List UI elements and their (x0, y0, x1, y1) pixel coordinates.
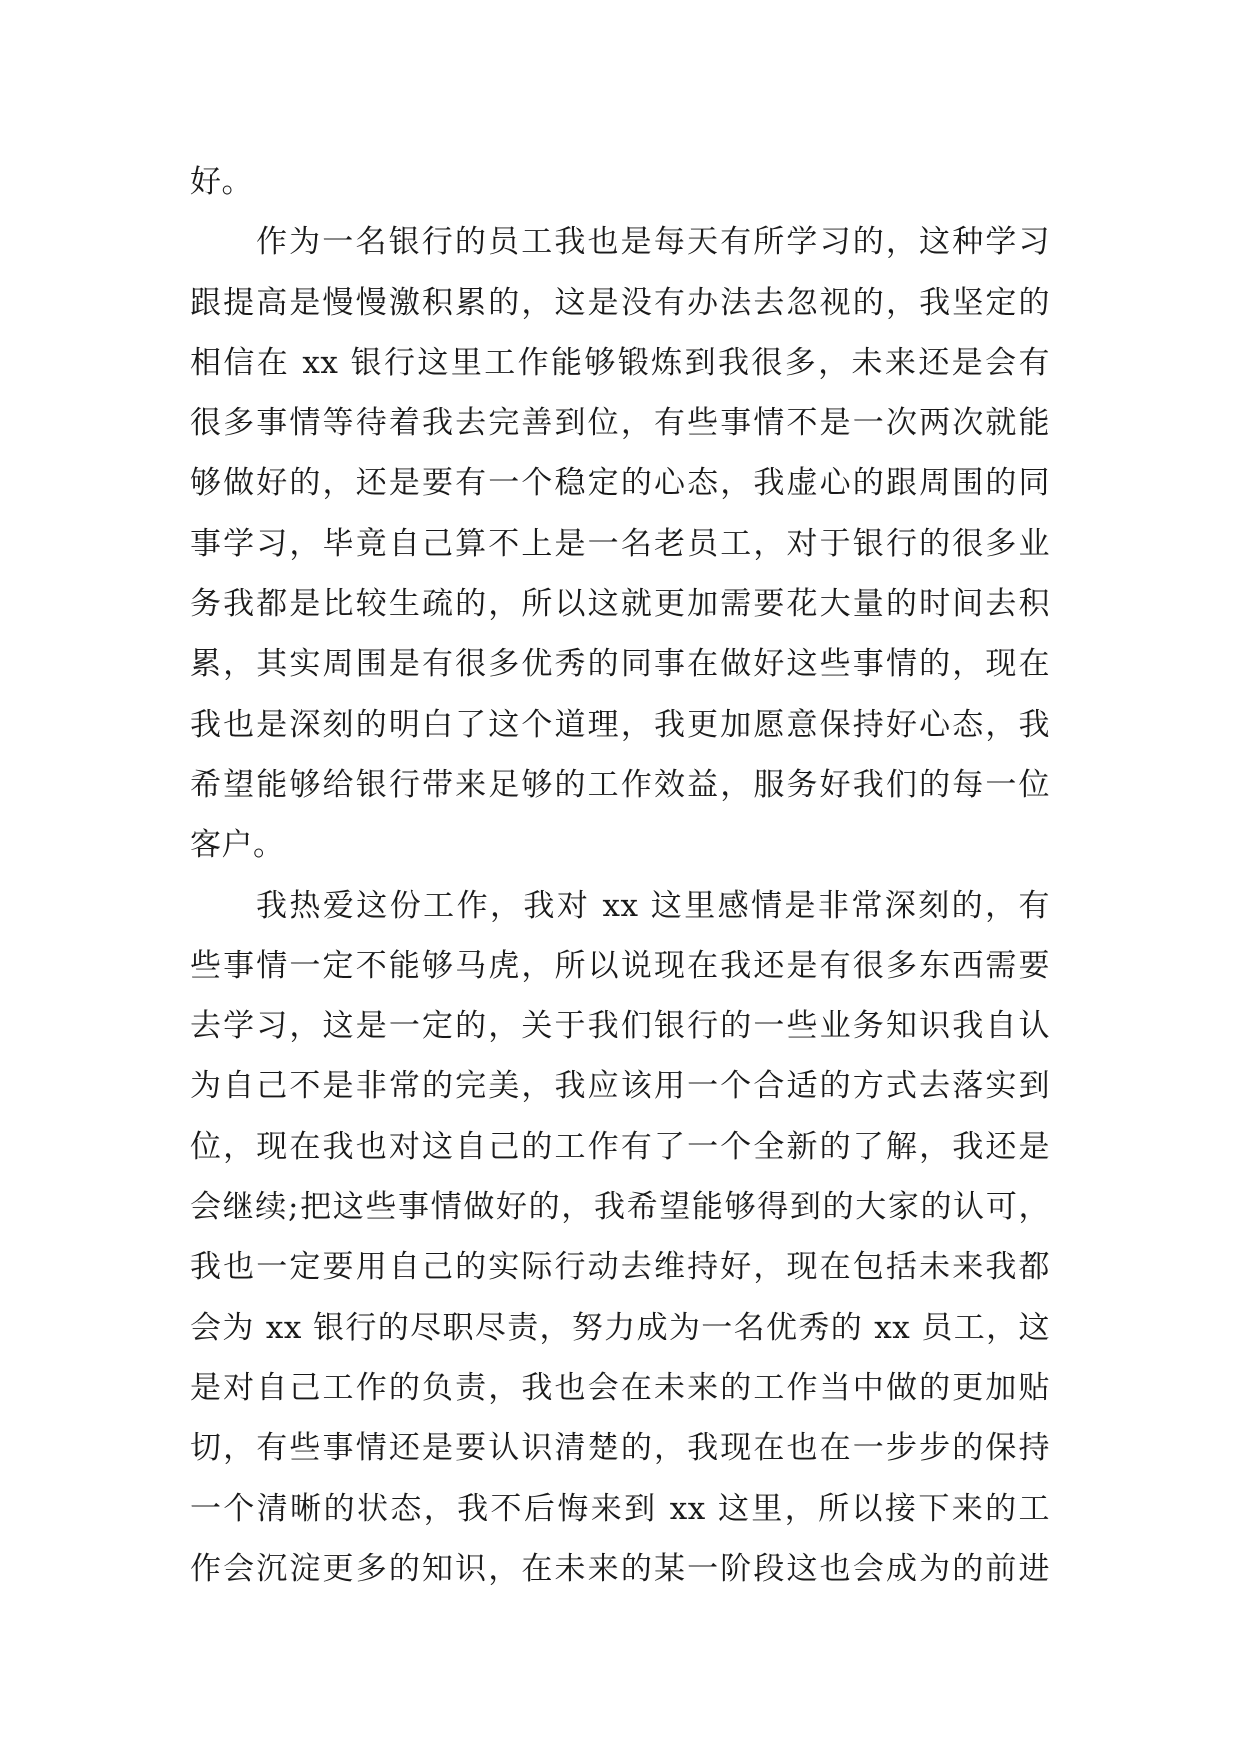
text-line: 够做好的，还是要有一个稳定的心态，我虚心的跟周围的同 (190, 465, 1050, 502)
text-line: 为自己不是非常的完美，我应该用一个合适的方式去落实到 (190, 1068, 1050, 1105)
text-line: 是对自己工作的负责，我也会在未来的工作当中做的更加贴 (190, 1369, 1050, 1406)
text-line: 我也是深刻的明白了这个道理，我更加愿意保持好心态，我 (190, 706, 1050, 743)
paragraph-first-line: 我热爱这份工作，我对 xx 这里感情是非常深刻的，有 (256, 887, 1050, 924)
text-line: 位，现在我也对这自己的工作有了一个全新的了解，我还是 (190, 1128, 1050, 1165)
text-line: 好。 (190, 164, 253, 200)
text-line: 作会沉淀更多的知识，在未来的某一阶段这也会成为的前进 (190, 1550, 1050, 1587)
text-line: 会为 xx 银行的尽职尽责，努力成为一名优秀的 xx 员工，这 (190, 1309, 1050, 1346)
text-line: 切，有些事情还是要认识清楚的，我现在也在一步步的保持 (190, 1430, 1050, 1467)
text-line: 会继续;把这些事情做好的，我希望能够得到的大家的认可， (190, 1189, 1050, 1226)
text-line: 事学习，毕竟自己算不上是一名老员工，对于银行的很多业 (190, 525, 1050, 562)
text-line: 些事情一定不能够马虎，所以说现在我还是有很多东西需要 (190, 947, 1050, 984)
text-line: 一个清晰的状态，我不后悔来到 xx 这里，所以接下来的工 (190, 1490, 1050, 1527)
text-line: 跟提高是慢慢激积累的，这是没有办法去忽视的，我坚定的 (190, 284, 1050, 321)
paragraph-first-line: 作为一名银行的员工我也是每天有所学习的，这种学习 (256, 224, 1050, 261)
text-line: 很多事情等待着我去完善到位，有些事情不是一次两次就能 (190, 405, 1050, 442)
text-line: 去学习，这是一定的，关于我们银行的一些业务知识我自认 (190, 1008, 1050, 1045)
text-line: 我也一定要用自己的实际行动去维持好，现在包括未来我都 (190, 1249, 1050, 1286)
text-line: 客户。 (190, 827, 285, 864)
text-line: 希望能够给银行带来足够的工作效益，服务好我们的每一位 (190, 766, 1050, 803)
text-line: 务我都是比较生疏的，所以这就更加需要花大量的时间去积 (190, 586, 1050, 623)
text-line: 累，其实周围是有很多优秀的同事在做好这些事情的，现在 (190, 646, 1050, 683)
body-text (190, 152, 1050, 1599)
text-line: 相信在 xx 银行这里工作能够锻炼到我很多，未来还是会有 (190, 344, 1050, 381)
